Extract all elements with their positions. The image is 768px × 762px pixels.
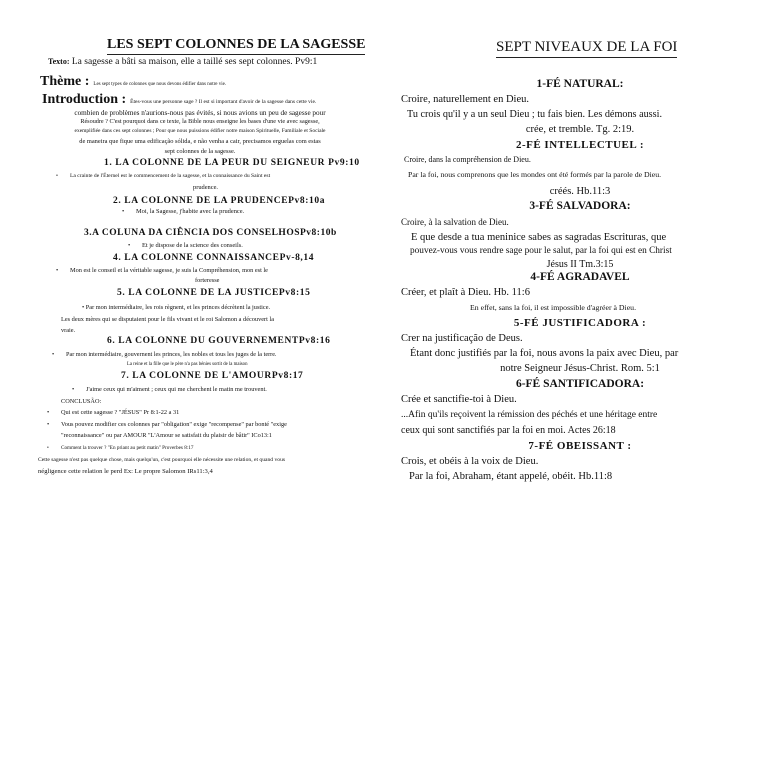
conclusion-bullet-2a: • Vous pouvez modifier ces colonnes par "obligation" exige "recompense" par bonté "exige (61, 421, 287, 428)
conclusion-bullet-1: • Qui est cette sagesse ? "JÉSUS" Pr 8:1-22 a 31 (61, 409, 179, 416)
faith-2-title: 2-FÉ INTELLECTUEL : (515, 139, 645, 151)
faith-1-line-2: Tu crois qu'il y a un seul Dieu ; tu fais bien. Les démons aussi. (407, 109, 662, 120)
column-5-title: 5. LA COLONNE DE LA JUSTICEPv8:15 (117, 288, 311, 298)
texto-label: Texto: (48, 57, 70, 66)
intro-small-text: Êtes-vous une personne sage ? Il est si important d'avoir de la sagesse dans cette vie. (130, 99, 317, 105)
intro-line-5: sept colonnes de la sagesse. (164, 148, 236, 155)
final-line-2: négligence cette relation le perd Ex: Le propre Salomon IRs11:3,4 (38, 468, 213, 475)
column-4-text-cont: forteresse (195, 277, 220, 284)
right-title: SEPT NIVEAUX DE LA FOI (496, 39, 677, 58)
faith-2-line-1: Croire, dans la compréhension de Dieu. (404, 155, 531, 164)
intro-line-3: exemplifiée dans ces sept colonnes ; Pour que nous puissions édifier notre maison Spirituelle, Familiale et Sociale (74, 128, 326, 134)
faith-7-line-1: Crois, et obéis à la voix de Dieu. (401, 456, 539, 467)
conclusion-bullet-2b: "reconnaissance" ou par AMOUR "L'Amour se satisfait du plaisir de bâtir" ICo13:1 (61, 432, 272, 439)
column-3-title: 3.A COLUNA DA CIÊNCIA DOS CONSELHOSPv8:10b (84, 228, 337, 238)
faith-5-line-1: Crer na justificação de Deus. (401, 333, 523, 344)
faith-1-title: 1-FÉ NATURAL: (536, 78, 624, 90)
faith-3-line-3: pouvez-vous vous rendre sage pour le salut, par la foi qui est en Christ (410, 246, 672, 256)
intro-label: Introduction : (42, 92, 127, 107)
theme-line (40, 72, 226, 90)
column-7-title: 7. LA COLONNE DE L'AMOURPv8:17 (121, 371, 304, 381)
faith-3-line-1: Croire, à la salvation de Dieu. (401, 217, 509, 227)
faith-4-line-1: Créer, et plaît à Dieu. Hb. 11:6 (401, 287, 530, 298)
faith-6-line-3: ceux qui sont sanctifiés par la foi en moi. Actes 26:18 (401, 425, 616, 436)
conclusion-label: CONCLUSÃO: (61, 398, 102, 405)
column-6-title: 6. LA COLONNE DU GOUVERNEMENTPv8:16 (107, 336, 331, 346)
final-line-1: Cette sagesse n'est pas quelque chose, mais quelqu'un, c'est pourquoi elle nécessite une relation, et quand vous (38, 457, 286, 463)
column-5-text-3: vraie. (61, 327, 76, 334)
faith-5-title: 5-FÉ JUSTIFICADORA : (513, 317, 647, 329)
conclusion-bullet-3: • Comment la trouver ? "En priant au petit matin" Proverbes 8:17 (61, 445, 193, 451)
intro-line-2: Résoudre ? C'est pourquoi dans ce texte, la Bible nous enseigne les bases d'une vie avec sagesse, (80, 118, 320, 125)
theme-small-text: Les sept types de colonnes que nous devons édifier dans notre vie. (93, 82, 227, 87)
faith-4-line-2: En effet, sans la foi, il est impossible d'agréer à Dieu. (470, 303, 637, 312)
column-5-text-2: Les deux mères qui se disputaient pour le fils vivant et le roi Salomon a découvert la (61, 316, 274, 323)
column-2-text: • Moi, la Sagesse, j'habite avec la prudence. (136, 208, 244, 215)
column-2-title: 2. LA COLONNE DE LA PRUDENCEPv8:10a (113, 196, 326, 206)
faith-6-title: 6-FÉ SANTIFICADORA: (515, 378, 645, 390)
faith-5-line-2: Étant donc justifiés par la foi, nous avons la paix avec Dieu, par (410, 348, 679, 359)
column-6-text-2: La reine et la fille que le père n'a pas bénies sortit de la maison (127, 362, 248, 367)
intro-line-1: combien de problèmes n'aurions-nous pas évités, si nous avions un peu de sagesse pour (74, 109, 326, 117)
column-1-text: • La crainte de l'Éternel est le commencement de la sagesse, et la connaissance du Saint est (70, 173, 270, 179)
faith-1-line-3: crée, et tremble. Tg. 2:19. (525, 124, 635, 135)
column-7-text: • J'aime ceux qui m'aiment ; ceux qui me cherchent le matin me trouvent. (86, 386, 267, 393)
column-1-title: 1. LA COLONNE DE LA PEUR DU SEIGNEUR Pv9:10 (104, 158, 360, 168)
faith-4-title: 4-FÉ AGRADAVEL (530, 271, 630, 283)
intro-line-4: de maneira que fique uma edificação sólida, e não venha a cair, precisamos erguelas com estas (79, 138, 321, 145)
left-title: LES SEPT COLONNES DE LA SAGESSE (107, 37, 365, 55)
faith-5-line-3: notre Seigneur Jésus-Christ. Rom. 5:1 (500, 363, 660, 374)
faith-3-title: 3-FÉ SALVADORA: (529, 200, 631, 212)
column-1-text-cont: prudence. (193, 184, 219, 191)
column-6-text-1: • Par mon intermédiaire, gouvernent les princes, les nobles et tous les juges de la terre. (66, 351, 276, 358)
column-4-title: 4. LA COLONNE CONNAISSANCEPv-8,14 (113, 253, 315, 263)
faith-6-line-2: ...Afin qu'ils reçoivent la rémission des péchés et une héritage entre (401, 410, 658, 420)
theme-label: Thème : (40, 74, 90, 89)
faith-1-line-1: Croire, naturellement en Dieu. (401, 94, 529, 105)
faith-2-line-2: Par la foi, nous comprenons que les mondes ont été formés par la parole de Dieu. (408, 170, 662, 179)
faith-7-line-2: Par la foi, Abraham, étant appelé, obéit. Hb.11:8 (409, 471, 613, 482)
column-5-text-1: • Par mon intermédiaire, les rois règnent, et les princes décrètent la justice. (82, 304, 271, 311)
intro-line (42, 90, 316, 108)
column-3-text: • Et je dispose de la science des conseils. (142, 242, 243, 249)
texto-text: La sagesse a bâti sa maison, elle a taillé ses sept colonnes. Pv9:1 (71, 57, 318, 67)
faith-3-line-4: Jésus II Tm.3:15 (546, 259, 614, 270)
faith-2-line-3: créés. Hb.11:3 (549, 186, 611, 197)
texto-line (48, 57, 317, 67)
faith-6-line-1: Crée et sanctifie-toi à Dieu. (401, 394, 517, 405)
faith-3-line-2: E que desde a tua meninice sabes as sagradas Escrituras, que (411, 232, 667, 243)
faith-7-title: 7-FÉ OBEISSANT : (528, 440, 632, 452)
column-4-text: • Mon est le conseil et la véritable sagesse, je suis la Compréhension, mon est le (70, 267, 268, 274)
